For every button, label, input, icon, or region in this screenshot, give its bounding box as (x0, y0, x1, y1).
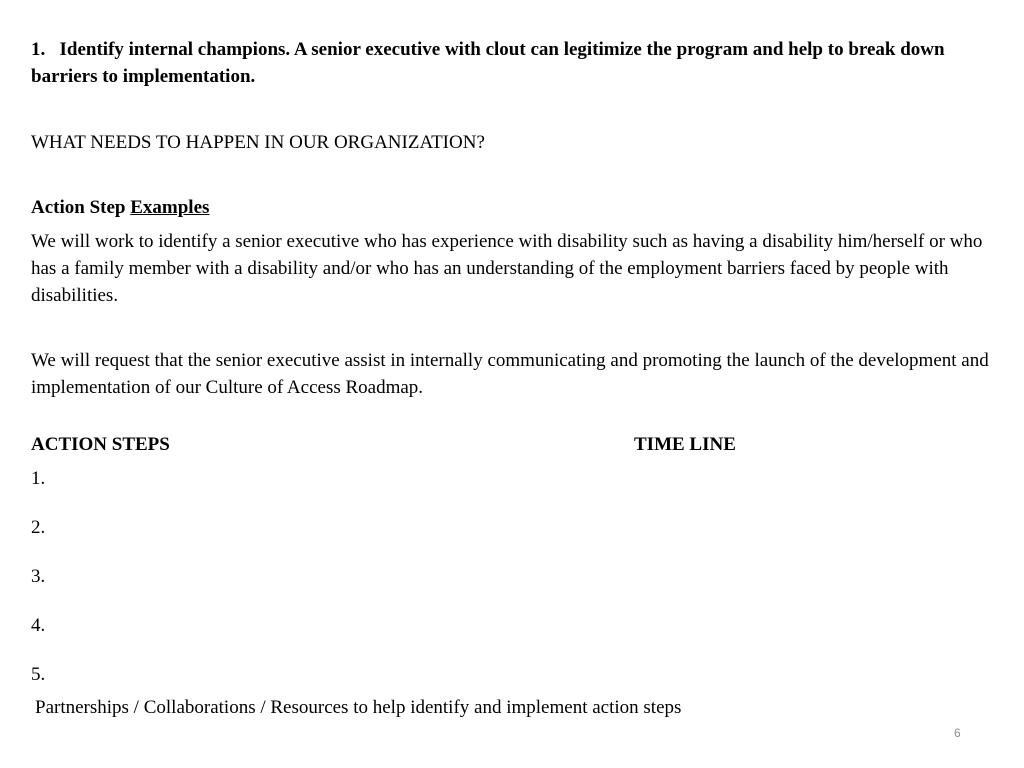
example-paragraph-2: We will request that the senior executive assist in internally communicating and promoting the launch of the development and implementation of our Culture of Access Roadmap. (31, 350, 989, 398)
action-steps-header: ACTION STEPS (31, 434, 170, 455)
examples-label-underlined: Examples (130, 197, 210, 218)
section-heading (31, 36, 996, 90)
example-paragraph-1: We will work to identify a senior executive who has experience with disability such as having a disability him/herself or who has a family member with a disability and/or who has an understanding of the employment barriers faced by people with disabilities. (31, 231, 983, 306)
action-step-number: 3. (31, 566, 46, 587)
page-number: 6 (954, 726, 961, 740)
examples-label-prefix: Action Step (31, 197, 126, 218)
action-step-number: 5. (31, 664, 46, 685)
examples-label (31, 194, 209, 221)
section-number: 1. (31, 39, 46, 60)
section-title: Identify internal champions. A senior executive with clout can legitimize the program and help to break down barriers to implementation. (31, 39, 945, 87)
action-step-number: 2. (31, 517, 46, 538)
action-step-number: 4. (31, 615, 46, 636)
partnerships-line: Partnerships / Collaborations / Resources to help identify and implement action steps (35, 697, 682, 718)
action-step-number: 1. (31, 468, 46, 489)
time-line-header: TIME LINE (634, 434, 736, 455)
organization-question: WHAT NEEDS TO HAPPEN IN OUR ORGANIZATION? (31, 132, 485, 153)
